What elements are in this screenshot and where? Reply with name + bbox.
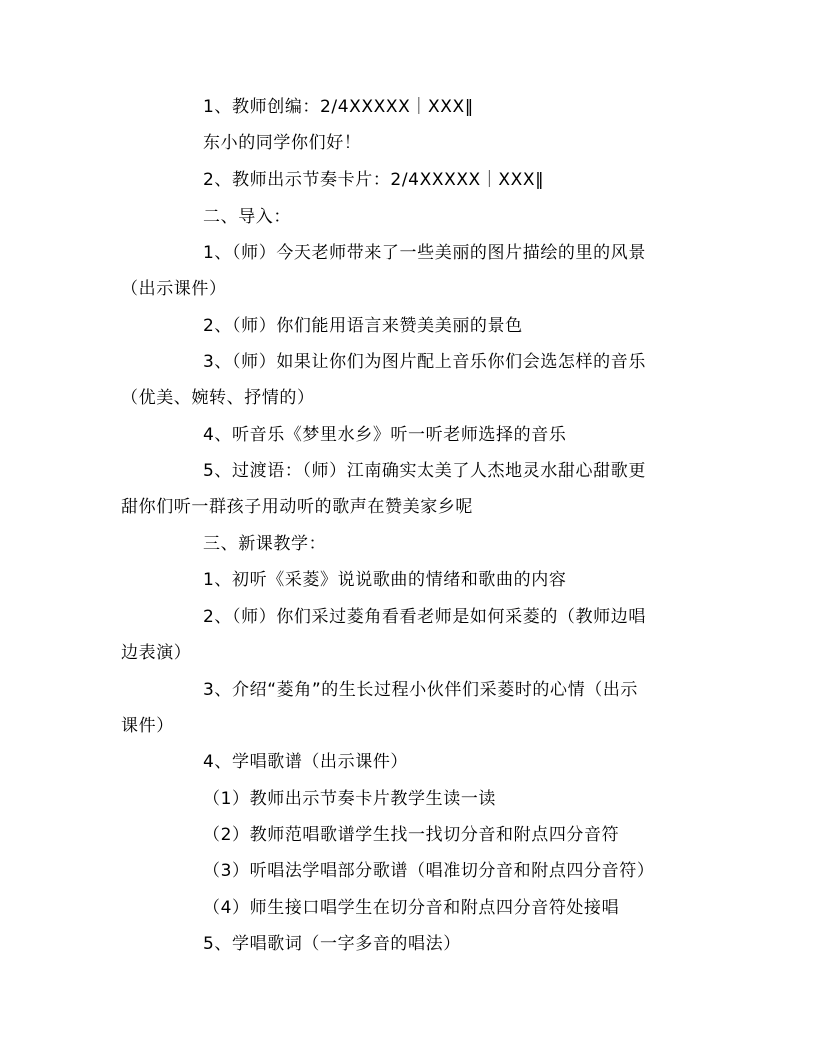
- text-line: 5、过渡语：（师）江南确实太美了人杰地灵水甜心甜歌更: [203, 461, 646, 481]
- text-line: （1）教师出示节奏卡片教学生读一读: [203, 789, 497, 809]
- section-heading: 三、新课教学：: [203, 534, 327, 554]
- text-line: 4、听音乐《梦里水乡》听一听老师选择的音乐: [203, 425, 567, 445]
- text-line: 5、学唱歌词（一字多音的唱法）: [203, 934, 461, 954]
- text-line: 3、介绍“菱角”的生长过程小伙伴们采菱时的心情（出示: [203, 680, 639, 700]
- text-line: 2、（师）你们采过菱角看看老师是如何采菱的（教师边唱: [203, 607, 646, 627]
- text-line: 边表演）: [121, 643, 192, 663]
- text-line: （出示课件）: [121, 279, 227, 299]
- text-line: 1、初听《采菱》说说歌曲的情绪和歌曲的内容: [203, 570, 567, 590]
- text-line: （优美、婉转、抒情的）: [121, 388, 315, 408]
- text-line: 1、教师创编：2/4XXXXX｜XXX‖: [203, 97, 474, 117]
- text-line: 甜你们听一群孩子用动听的歌声在赞美家乡呢: [121, 497, 473, 517]
- text-line: （2）教师范唱歌谱学生找一找切分音和附点四分音符: [203, 825, 620, 845]
- text-line: （3）听唱法学唱部分歌谱（唱准切分音和附点四分音符）: [203, 861, 655, 881]
- text-line: 课件）: [121, 716, 174, 736]
- text-line: 1、（师）今天老师带来了一些美丽的图片描绘的里的风景: [203, 243, 646, 263]
- text-line: 2、教师出示节奏卡片：2/4XXXXX｜XXX‖: [203, 170, 545, 190]
- text-line: 3、（师）如果让你们为图片配上音乐你们会选怎样的音乐: [203, 352, 646, 372]
- section-heading: 二、导入：: [203, 207, 291, 227]
- text-line: （4）师生接口唱学生在切分音和附点四分音符处接唱: [203, 898, 620, 918]
- text-line: 东小的同学你们好！: [203, 133, 362, 153]
- text-line: 2、（师）你们能用语言来赞美美丽的景色: [203, 316, 523, 336]
- text-line: 4、学唱歌谱（出示课件）: [203, 752, 409, 772]
